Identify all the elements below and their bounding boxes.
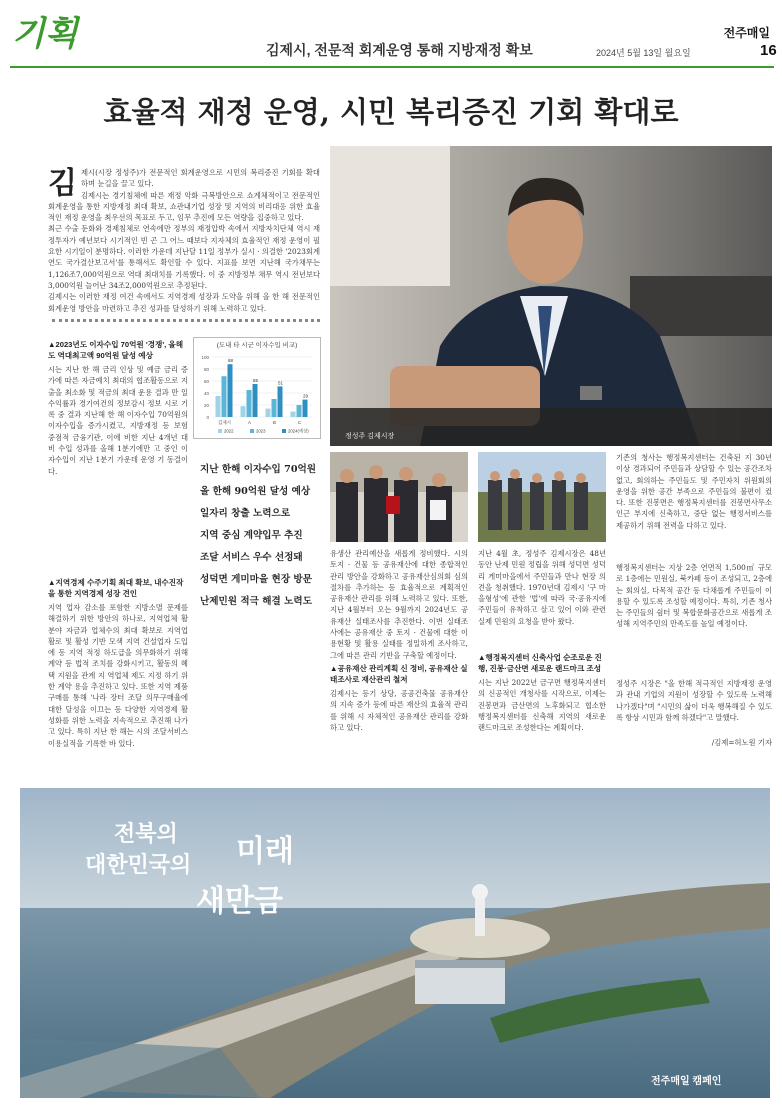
chart-category-label: B (272, 420, 277, 425)
column-text: 행정복지센터는 지상 2층 연면적 1,500㎡ 규모로 1층에는 민원실, 북카페 등이 조성되고, 2층에는 회의실, 다목적 공간 등 다채롭게 주민들이 이용할 수 있도록 조성할 예정이다. 특히, 기존 청사는 주민들의 쉼터 및 복합문화공간으로 새롭게 조성해 지역주민의 만족도를 높일 예정이다. (616, 563, 772, 629)
quote-line: 올 한해 90억원 달성 예상 (200, 486, 311, 497)
field-visit-photo (478, 452, 606, 542)
lead-paragraph: 제시(시장 정성주)가 전문적인 회계운영으로 시민의 복리증진 기회를 확대하며 눈길을 끌고 있다. (80, 168, 320, 189)
chart-data-label: 29 (302, 393, 309, 399)
chart-category-label: 김제시 (217, 420, 232, 425)
chart-bar (303, 400, 308, 417)
section-mark: 기획 (12, 14, 78, 54)
chart-y-tick: 80 (203, 367, 209, 372)
chart-y-tick: 40 (203, 391, 209, 396)
chart-data-label: 55 (252, 378, 259, 383)
byline: /김제=허노원 기자 (711, 738, 772, 747)
banner-line-4: 새만금 (196, 885, 283, 918)
chart-bar (228, 364, 233, 417)
dropcap: 김 (48, 167, 77, 201)
chart-bar (291, 412, 296, 417)
chart-legend-swatch (282, 429, 286, 433)
column-text: 유생산 관리예산을 새롭게 정비했다. 시의 토지 · 건물 등 공유재산에 대한 종합적인 관리 방안을 강화하고 공유재산심의회 심의절차를 추가하는 등 효율적으로 계획적인 공유재산 관리를 위해 노력하고 있다. 또한, 지난 4월부터 오는 9월까지 2024년도 공유재산 실태조사를 추진한다. 이번 실태조사에는 공유재산 중 토지 · 건물에 대한 이용현황 및 활용 실태를 정밀하게 조사하고, 그에 따른 관리 기반을 구축할 예정이다. (330, 549, 468, 660)
banner-line-2: 대한민국의 (85, 852, 192, 877)
banner-credit: 전주매일 캠페인 (651, 1076, 722, 1087)
chart-data-label: 51 (277, 380, 284, 386)
quote-line: 난제민원 적극 해결 노력도 (200, 596, 312, 607)
column-text: 김제시는 등기 상당, 공공건축물 공유재산의 지속 증가 등에 따른 재산의 효율적 관리를 위해 시 자체적인 공유재산 관리를 강화하고 있다. (330, 689, 468, 732)
pull-quotes (200, 459, 326, 613)
award-photo (330, 452, 468, 542)
chart-category-label: A (247, 420, 252, 425)
chart-legend-swatch (218, 429, 222, 433)
banner-line-1: 전북의 (114, 821, 178, 846)
chart-y-tick: 0 (206, 415, 209, 420)
section-title: 김제시, 전문적 회계운영 통해 지방재정 확보 (266, 42, 533, 58)
subhead: ▲공유재산 관리계획 신 정비, 공유재산 실태조사로 재산관리 철저 (330, 664, 468, 684)
chart-bar (222, 376, 227, 417)
quote-line: 지역 중심 계약입무 추진 (200, 530, 303, 541)
chart-bar (297, 405, 302, 417)
subhead: ▲행정복지센터 신축사업 순조로운 진행, 진봉·금산면 새로운 랜드마크 조성 (478, 653, 602, 673)
headline: 효율적 재정 운영, 시민 복리증진 기회 확대로 (103, 95, 679, 129)
column-text: 정성주 시장은 "올 한해 적극적인 지방재정 운영과 관내 기업의 지원이 성장할 수 있도록 노력해 나가겠다"며 "시민의 삶이 더욱 행복해질 수 있도록 항상 시민과 함께 하겠다"고 말했다. (616, 679, 772, 722)
chart-bar (241, 406, 246, 417)
chart-bar (272, 399, 277, 417)
quote-line: 조달 서비스 우수 선정돼 (200, 552, 303, 563)
photo-caption: 정성주 김제시장 (345, 433, 395, 440)
quote-line: 일자리 창출 노력으로 (200, 508, 291, 519)
lead-text (48, 167, 320, 315)
lead-paragraph: 김제시는 이러한 재정 여건 속에서도 지역경제 성장과 도약을 위해 올 한 해 전문적인 회계운영 방안을 마련하고 추진 성과를 달성하기 위해 노력하고 있다. (48, 292, 320, 313)
header-rule (10, 66, 774, 68)
chart-bar (266, 409, 271, 417)
column-text: 시는 지난 한 해 금리 인상 및 예금 금리 증가에 따른 자금예치 최대의 협조활동으로 지출을 최소화 및 적금의 최대 운용 결과 만 일 수익률과 경기여건의 정보감시 정보 시로 기록 중 결과 지난해 한 해 이자수입 70억원의 이자수입을 증가시켰고, 지방재정 등 보험 중점적 금융기관, 이에 비한 지난 4개년 대비 수입 성과를 올해 1분기에만 고 중인 이자수입이 지난 1분기 가운데 운영 기 동결이다. (48, 365, 188, 476)
lead-paragraph: 최근 수출 둔화와 경제침체로 연속에만 정부의 재정압박 속에서 지방자치단체 역시 재정투자가 예년보다 시기적인 빈 곤 그 어느 때보다 지자체의 효율적인 재정 운영이 필요한 시기일이 분명하다. 이러한 가운데 지난달 11일 정부가 실시 · 의결한 '2023회계연도 국가결산보고서'를 통해서도 확인할 수 있다. 지표를 보면 지난해 국가채무는 1,126조7,000억원으로 역대 최대치를 기록했다. 이 중 지방정부 채무 역시 전년보다 3,000억원 늘어난 34조2,000억원으로 추정된다. (48, 224, 320, 290)
chart-data-label: 88 (227, 358, 234, 364)
interest-chart (193, 337, 321, 439)
column-text: 지난 4월 초, 정성주 김제시장은 48년 동안 난제 민원 정립을 위해 성덕면 성덕리 게미마을에서 주민들과 만나 현장 의견을 청취했다. 1970년대 김제시 '구 마을형성'에 관한 '법'에 따라 국·공유지에 주민들이 유착하고 살고 있어 이와 관련 실제 민원의 요청을 받아 왔다. (478, 549, 606, 626)
chart-legend-label: 2023 (256, 428, 266, 434)
chart-title: (도내 타 시군 이자수입 비교) (216, 342, 298, 349)
mayor-photo-image (330, 146, 772, 446)
field-visit-photo-image (478, 452, 606, 542)
chart-y-tick: 100 (201, 355, 209, 360)
column-text: 시는 지난 2022년 금구면 행정복지센터의 신공적인 개청사를 시작으로, 이제는 진봉면과 금산면의 노후화되고 협소한 행정복지센터를 신축해 지역의 새로운 랜드마크로 조성한다는 계획이다. (478, 678, 606, 733)
chart-bar (216, 396, 221, 417)
chart-svg (194, 349, 320, 437)
chart-bar (253, 384, 258, 417)
subhead: ▲2023년도 이자수입 70억원 '경쟁', 올해도 역대최고액 90억원 달성 예상 (48, 340, 184, 360)
lead-paragraph: 김제시는 경기침체에 따른 재정 악화 극복방안으로 쇼계체적이고 전문적인 회계운영을 통한 지방재정 최대 확보, 쇼관내기업 성장 및 지역의 비리대응 위한 효율적인 재정 운영을 최우선의 목표로 두고, 임무 추진에 모든 역량을 집중하고 있다. (48, 190, 320, 223)
page-number: 16 (760, 42, 777, 59)
column-text: 기존의 청사는 행정복지센터는 건축된 지 30년 이상 경과되어 주민들과 상담할 수 있는 공간조차 없고, 회의하는 주민들도 및 주민자치 위원회의 운영을 위한 공간 부족으로 주민들의 불편이 컸다. 또한 진봉면은 행정복지센터를 진봉면사무소 인근 부지에 신축하고, 중단 없는 행정서비스를 제공하기 위해 전력을 다하고 있다. (616, 453, 772, 530)
chart-y-tick: 20 (203, 403, 209, 408)
chart-bar (247, 390, 252, 417)
banner-line-3: 미래 (236, 835, 294, 868)
column-text: 지역 업자 감소를 포함한 지방소멸 문제를 해결하기 위한 방안의 하나로, 지역업체 활 분야 자금과 업체수의 최대 확보로 지역업 활로 및 활성 기반 모색 지역 건설업자 도입에 동 지역 적정 하도급을 의무화하기 위해 계약 등 법적 조치를 강화시키고, 활동의 혜택 지원을 관계 지 역업체 제도 지정 하기 위한 계약 용을 추진하고 있다. 또한 지역 제품 구매를 통해 '나라 장터 조달 의무구매율에 대한 달성을 이끄는 등 다양한 지역경제 활성화를 위한 노력을 지속적으로 추진해 나가고 있다. 특히 지난 한 해는 시의 조달서비스 이용실적을 기록한 바 있다. (48, 603, 188, 748)
chart-bar (278, 386, 283, 417)
chart-legend-label: 2022 (224, 428, 234, 434)
mayor-photo (330, 146, 772, 446)
chart-legend-swatch (250, 429, 254, 433)
dotted-divider (52, 319, 320, 325)
quote-line: 지난 한해 이자수입 70억원 (200, 464, 317, 475)
subhead: ▲지역경제 수주기획 최대 확보, 내수진작을 통한 지역경제 성장 견인 (48, 578, 184, 598)
issue-date: 2024년 5월 13일 월요일 (596, 48, 691, 58)
chart-category-label: C (297, 420, 302, 425)
paper-name: 전주매일 (723, 26, 770, 40)
quote-line: 성덕면 게미마을 현장 방문 (200, 574, 312, 585)
chart-y-tick: 60 (203, 379, 209, 384)
chart-legend-label: 2024(예상) (288, 428, 309, 434)
award-photo-image (330, 452, 468, 542)
